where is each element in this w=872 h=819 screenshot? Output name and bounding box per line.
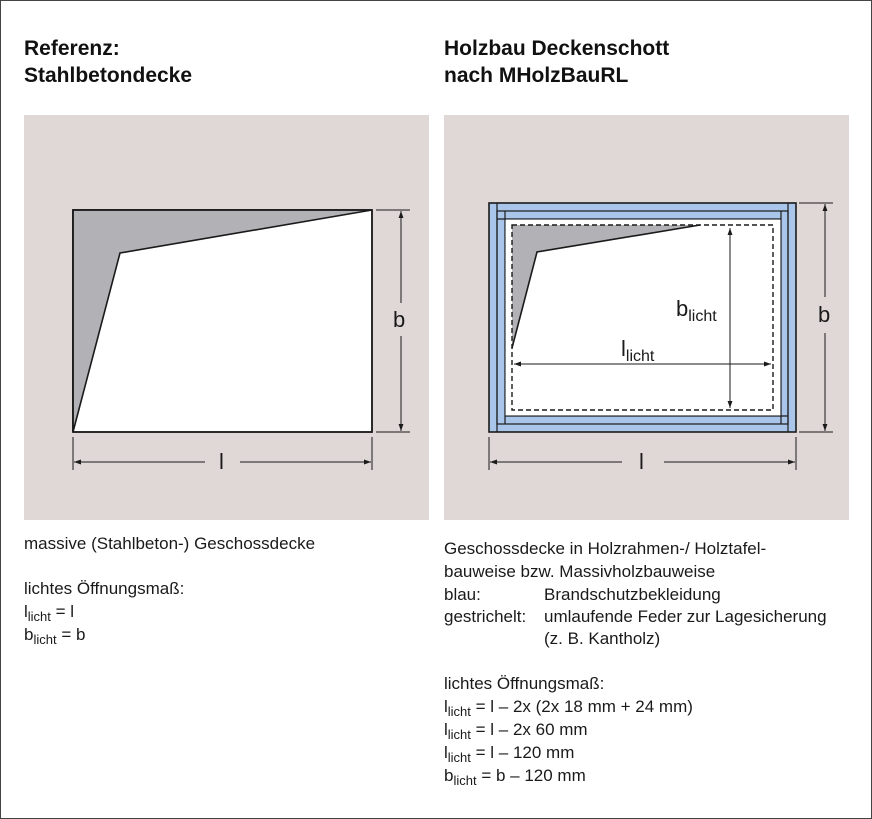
formula-sub: licht — [447, 750, 471, 765]
left-title-line1: Referenz: — [24, 37, 120, 60]
formula-rhs: = l — [50, 602, 75, 621]
left-slab-opening — [73, 210, 372, 432]
formula-sub: licht — [27, 609, 51, 624]
b-licht-sub: licht — [688, 308, 717, 325]
left-label-b: b — [393, 307, 406, 332]
right-caption-line2: bauweise bzw. Massivholzbauweise — [444, 562, 716, 581]
formula-sub: licht — [447, 727, 471, 742]
l-licht-var: l — [621, 336, 626, 361]
formula-var: l — [24, 602, 28, 621]
legend-dashed-note — [444, 628, 660, 651]
right-formula-4 — [444, 765, 586, 788]
left-title-line2: Stahlbetondecke — [24, 64, 193, 87]
right-label-l-licht — [621, 336, 655, 365]
left-measure-heading: lichtes Öffnungsmaß: — [24, 579, 185, 598]
left-formula-l — [24, 601, 74, 624]
formula-rhs: = b – 120 mm — [476, 766, 586, 785]
legend-blue — [444, 584, 721, 607]
left-formula-b — [24, 624, 85, 647]
b-licht-var: b — [676, 296, 689, 321]
formula-sub: licht — [447, 704, 471, 719]
right-caption-line1: Geschossdecke in Holzrahmen-/ Holztafel- — [444, 539, 767, 558]
l-licht-sub: licht — [625, 348, 655, 365]
right-title-line1: Holzbau Deckenschott — [444, 37, 670, 60]
right-label-b-licht — [676, 296, 717, 325]
formula-var: b — [24, 625, 34, 644]
legend-value: Brandschutzbekleidung — [544, 585, 721, 604]
legend-dashed — [444, 606, 827, 629]
left-label-l: l — [219, 449, 224, 474]
legend-key: blau: — [444, 585, 481, 604]
formula-rhs: = b — [56, 625, 86, 644]
right-measure-heading: lichtes Öffnungsmaß: — [444, 674, 605, 693]
formula-var: l — [444, 697, 448, 716]
right-formula-2 — [444, 719, 588, 742]
right-label-b: b — [818, 302, 831, 327]
right-title-line2: nach MHolzBauRL — [444, 64, 629, 87]
formula-rhs: = l – 2x (2x 18 mm + 24 mm) — [470, 697, 693, 716]
right-formula-3 — [444, 742, 574, 765]
right-label-l: l — [639, 449, 644, 474]
left-caption: massive (Stahlbeton-) Geschossdecke — [24, 534, 316, 553]
formula-sub: licht — [453, 773, 477, 788]
formula-rhs: = l – 120 mm — [470, 743, 575, 762]
right-formula-1 — [444, 696, 693, 719]
formula-var: l — [444, 720, 448, 739]
formula-var: l — [444, 743, 448, 762]
legend-value: umlaufende Feder zur Lagesicherung — [544, 607, 827, 626]
formula-rhs: = l – 2x 60 mm — [470, 720, 588, 739]
formula-var: b — [444, 766, 454, 785]
formula-sub: licht — [33, 632, 57, 647]
legend-key: gestrichelt: — [444, 607, 527, 626]
legend-value: (z. B. Kantholz) — [544, 629, 661, 648]
